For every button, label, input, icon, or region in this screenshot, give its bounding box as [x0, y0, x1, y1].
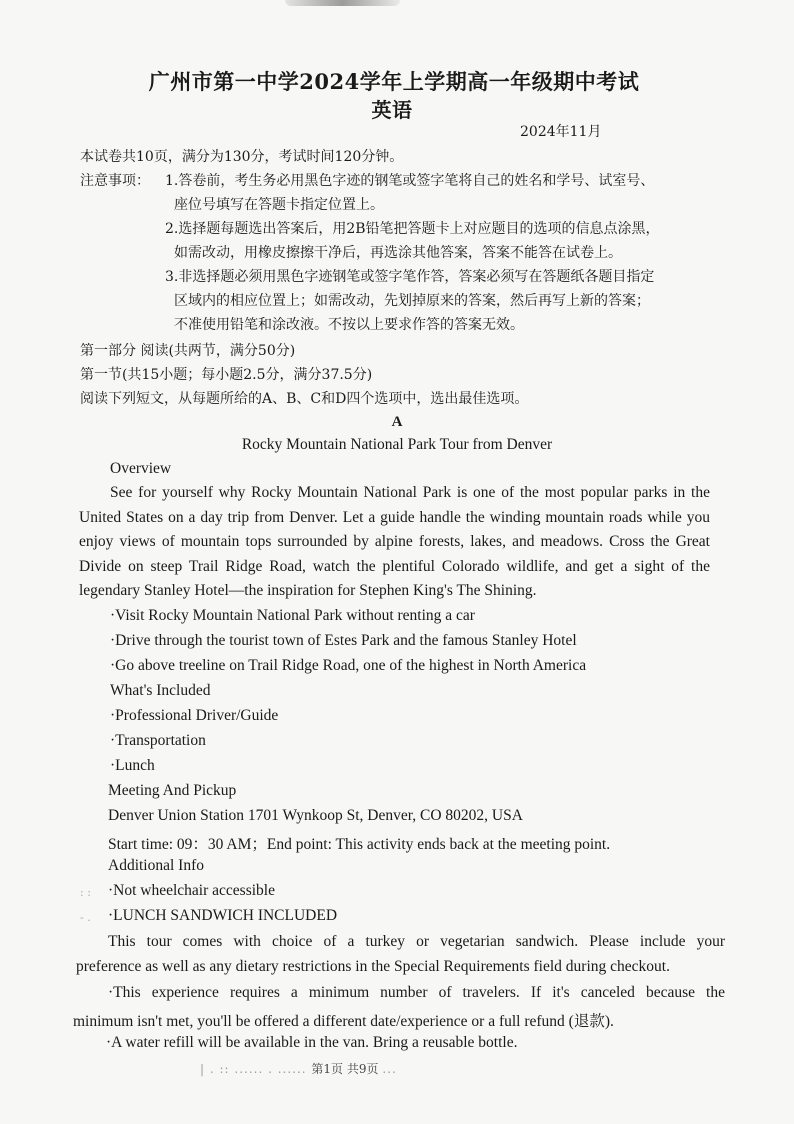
- meeting-time: Start time: 09：30 AM；End point: This activity ends back at the meeting point.: [108, 836, 611, 853]
- notice-line: 区域内的相应位置上；如需改动，先划掉原来的答案，然后再写上新的答案；: [174, 293, 650, 309]
- paragraph-line: See for yourself why Rocky Mountain National Park is one of the most popular parks in the: [110, 484, 710, 501]
- exam-date: 2024年11月: [520, 124, 602, 140]
- part-heading: 第一部分 阅读(共两节，满分50分): [80, 343, 296, 359]
- notice-line: 1.答卷前，考生务必用黑色字迹的钢笔或签字笔将自己的姓名和学号、试室号、: [165, 173, 655, 189]
- bullet-item: ·Go above treeline on Trail Ridge Road, one of the highest in North America: [110, 657, 587, 674]
- page-footer: [200, 1060, 397, 1077]
- notice-line: 3.非选择题必须用黑色字迹钢笔或签字笔作答，答案必须写在答题纸各题目指定: [165, 269, 655, 285]
- section-direction: 阅读下列短文，从每题所给的A、B、C和D四个选项中，选出最佳选项。: [80, 391, 529, 407]
- paragraph-line: This tour comes with choice of a turkey or vegetarian sandwich. Please include your: [108, 933, 725, 950]
- paragraph-line: United States on a day trip from Denver. Let a guide handle the winding mountain roads while you: [79, 509, 710, 526]
- bullet-item: ·Drive through the tourist town of Estes Park and the famous Stanley Hotel: [110, 632, 577, 649]
- passage-label: A: [391, 414, 403, 430]
- page-number: 第1页 共9页: [311, 1062, 379, 1076]
- paragraph-line: enjoy views of mountain tops surrounded by alpine forests, lakes, and meadows. Cross the Great: [79, 533, 710, 550]
- paragraph-line: ·A water refill will be available in the van. Bring a reusable bottle.: [106, 1034, 518, 1051]
- included-heading: What's Included: [110, 682, 211, 699]
- scan-noise: - .: [80, 911, 91, 924]
- notice-line: 不准使用铅笔和涂改液。不按以上要求作答的答案无效。: [174, 317, 524, 333]
- included-item: ·Lunch: [110, 757, 155, 774]
- scan-noise: ...: [382, 1062, 397, 1076]
- paragraph-line: ·This experience requires a minimum number of travelers. If it's canceled because the: [108, 984, 725, 1001]
- paragraph-line: preference as well as any dietary restrictions in the Special Requirements field during checkout.: [76, 958, 670, 975]
- additional-item: ·LUNCH SANDWICH INCLUDED: [108, 907, 338, 924]
- overview-heading: Overview: [110, 460, 172, 477]
- scan-noise: : :: [80, 886, 91, 899]
- meeting-address: Denver Union Station 1701 Wynkoop St, Denver, CO 80202, USA: [108, 807, 523, 824]
- scan-smudge: [285, 0, 400, 6]
- paragraph-line: minimum isn't met, you'll be offered a different date/experience or a full refund (退款).: [73, 1013, 614, 1030]
- notice-line: 座位号填写在答题卡指定位置上。: [174, 197, 384, 213]
- additional-item: ·Not wheelchair accessible: [108, 882, 275, 899]
- notice-label: 注意事项：: [80, 173, 150, 189]
- bullet-item: ·Visit Rocky Mountain National Park without renting a car: [110, 607, 475, 624]
- section-heading: 第一节(共15小题；每小题2.5分，满分37.5分): [80, 367, 373, 383]
- additional-heading: Additional Info: [108, 857, 204, 874]
- exam-intro: 本试卷共10页，满分为130分，考试时间120分钟。: [80, 149, 404, 165]
- included-item: ·Transportation: [110, 732, 206, 749]
- paragraph-line: legendary Stanley Hotel—the inspiration for Stephen King's The Shining.: [79, 582, 537, 599]
- paragraph-line: Divide on steep Trail Ridge Road, watch the plentiful Colorado wildlife, and get a sight of the: [79, 558, 710, 575]
- included-item: ·Professional Driver/Guide: [110, 707, 279, 724]
- passage-title: Rocky Mountain National Park Tour from Denver: [241, 436, 553, 453]
- notice-line: 如需改动，用橡皮擦擦干净后，再选涂其他答案，答案不能答在试卷上。: [174, 245, 622, 261]
- exam-subject: 英语: [371, 98, 413, 122]
- scan-noise: | . :: ...... . ......: [200, 1062, 312, 1076]
- exam-title: 广州市第一中学2024学年上学期高一年级期中考试: [148, 69, 640, 94]
- notice-line: 2.选择题每题选出答案后，用2B铅笔把答题卡上对应题目的选项的信息点涂黑，: [165, 221, 660, 237]
- meeting-heading: Meeting And Pickup: [108, 782, 237, 799]
